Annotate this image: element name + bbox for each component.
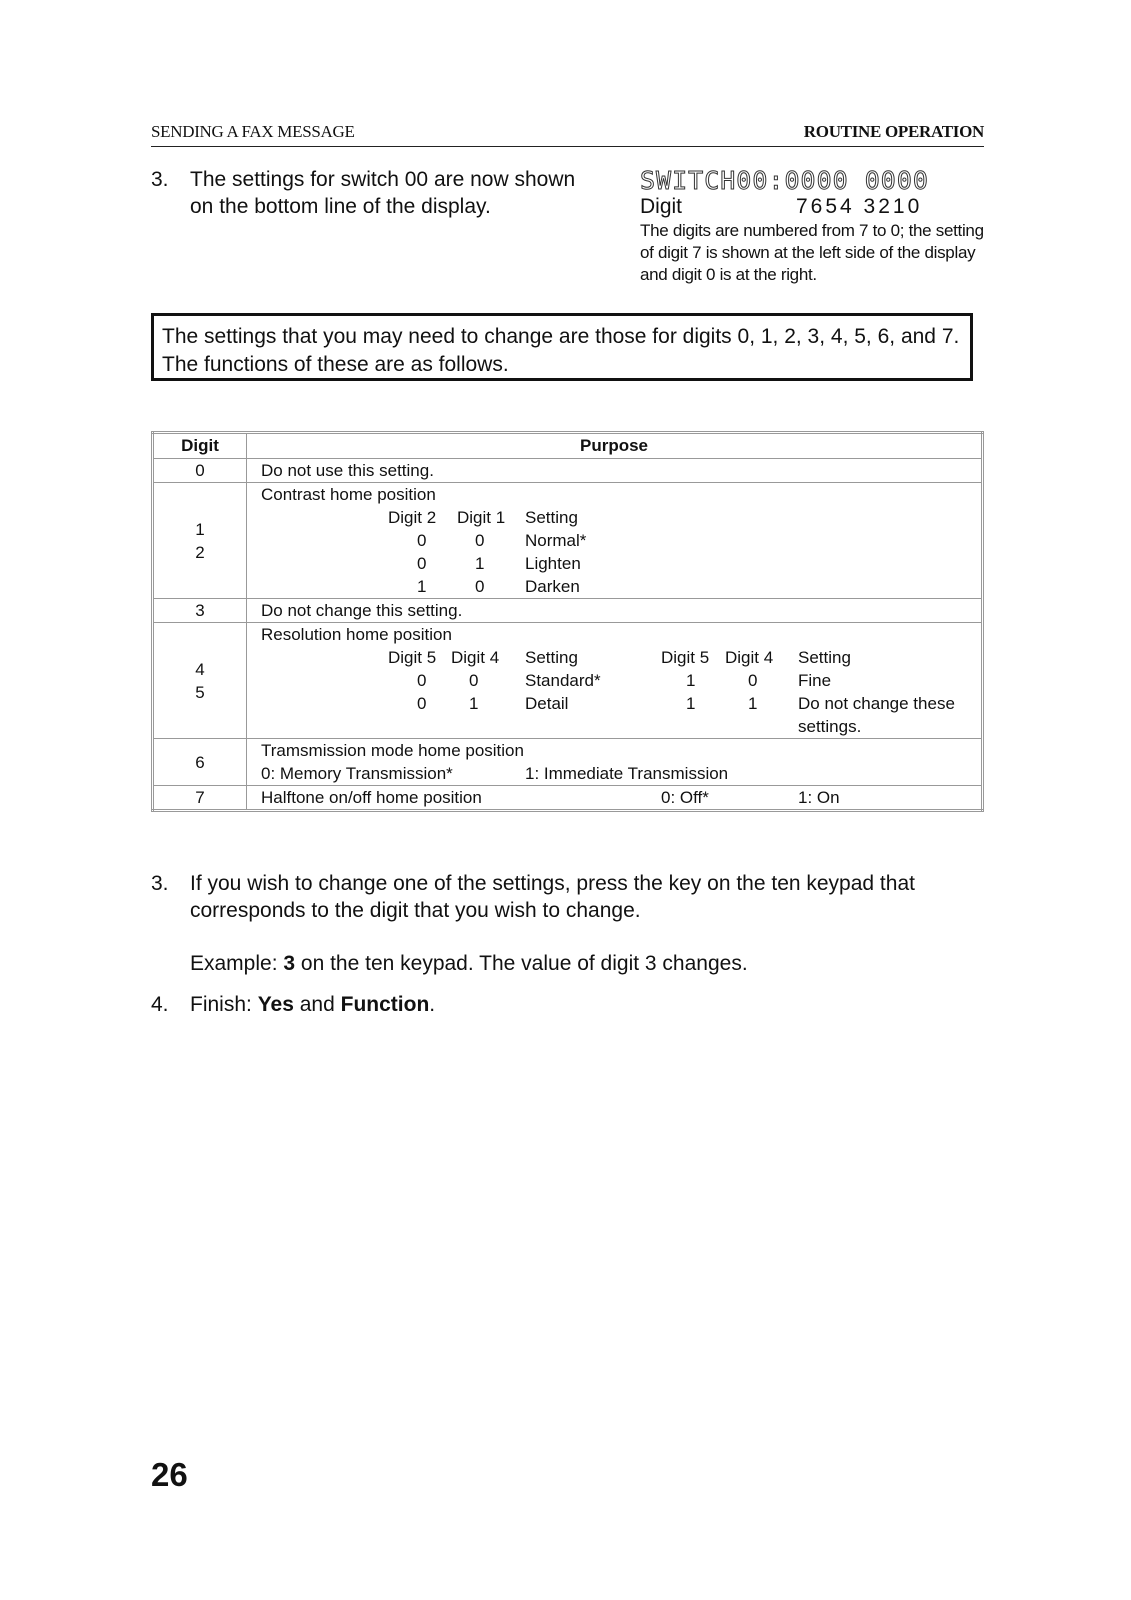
purpose-cell: Do not use this setting. — [247, 459, 983, 483]
example-line: Example: 3 on the ten keypad. The value of digit 3 changes. — [190, 952, 748, 975]
sub-value: Normal* — [525, 531, 587, 550]
step-number: 3. — [151, 872, 169, 895]
sub-header: Setting — [525, 648, 578, 667]
sub-value: 0: Off* — [661, 788, 709, 807]
digit-value: 4 — [195, 659, 205, 679]
digit-index-line — [640, 196, 990, 218]
sub-value: 0: Memory Transmission* — [261, 764, 453, 783]
step-text-line: The settings for switch 00 are now shown — [190, 168, 576, 191]
step-change-setting — [151, 870, 991, 1010]
purpose-cell: Do not change this setting. — [247, 599, 983, 623]
sub-header: Setting — [798, 648, 851, 667]
digit-numbers: 7654 3210 — [796, 195, 923, 218]
purpose-text: Halftone on/off home position — [261, 788, 482, 807]
table-row — [153, 599, 983, 623]
chapter-title: ROUTINE OPERATION — [803, 122, 984, 141]
purpose-column-header: Purpose — [247, 433, 983, 459]
sub-value: Lighten — [525, 554, 581, 573]
step-finish — [151, 991, 751, 1021]
callout-box: The settings that you may need to change are those for digits 0, 1, 2, 3, 4, 5, 6, and 7. The functions of these are as follows. — [151, 313, 973, 381]
display-panel — [640, 166, 990, 286]
sub-value: 0 — [417, 554, 427, 573]
step-switch-display — [151, 166, 621, 222]
key-label: Function — [340, 993, 430, 1016]
digit-cell: 7 — [153, 786, 247, 811]
step-number: 3. — [151, 168, 169, 191]
digit-cell — [153, 623, 247, 739]
table-row — [153, 739, 983, 786]
step-number: 4. — [151, 993, 169, 1016]
sub-value: 1: Immediate Transmission — [525, 764, 729, 783]
sub-value: 1 — [469, 694, 479, 713]
sub-value: 0 — [475, 531, 485, 550]
digit-value: 1 — [195, 519, 205, 539]
digit-cell: 6 — [153, 739, 247, 786]
key-label: 3 — [283, 952, 296, 975]
finish-line: Finish: Yes and Function. — [190, 993, 436, 1016]
digit-purpose-table — [151, 431, 984, 812]
purpose-cell — [247, 483, 983, 599]
purpose-cell — [247, 739, 983, 786]
table-header-row — [153, 433, 983, 459]
sub-header: Digit 5 — [661, 648, 710, 667]
running-header — [151, 120, 984, 147]
digit-cell — [153, 483, 247, 599]
purpose-title: Contrast home position — [261, 485, 436, 504]
sub-value: 1: On — [798, 788, 840, 807]
sub-header: Digit 1 — [457, 508, 506, 527]
purpose-title: Tramsmission mode home position — [261, 741, 524, 760]
digit-cell: 0 — [153, 459, 247, 483]
page-number: 26 — [151, 1456, 188, 1493]
sub-header: Digit 2 — [388, 508, 437, 527]
purpose-cell — [247, 623, 983, 739]
sub-value: 1 — [748, 694, 758, 713]
section-title: SENDING A FAX MESSAGE — [151, 122, 355, 141]
step-text-line: corresponds to the digit that you wish to change. — [190, 899, 641, 922]
digit-value: 2 — [195, 542, 205, 562]
sub-header: Setting — [525, 508, 578, 527]
purpose-title: Resolution home position — [261, 625, 452, 644]
digit-value: 5 — [195, 682, 205, 702]
table-row — [153, 483, 983, 599]
sub-value: Darken — [525, 577, 580, 596]
step-text-line: If you wish to change one of the settings, press the key on the ten keypad that — [190, 872, 915, 895]
sub-value: Standard* — [525, 671, 601, 690]
sub-value: 0 — [417, 671, 427, 690]
sub-value: 0 — [417, 694, 427, 713]
sub-header: Digit 4 — [451, 648, 500, 667]
sub-value: 1 — [475, 554, 485, 573]
sub-value: 1 — [686, 671, 696, 690]
sub-value: 0 — [417, 531, 427, 550]
digit-cell: 3 — [153, 599, 247, 623]
sub-header: Digit 4 — [725, 648, 774, 667]
sub-value: 1 — [417, 577, 427, 596]
step-text-line: on the bottom line of the display. — [190, 195, 491, 218]
sub-value: 0 — [748, 671, 758, 690]
table-row — [153, 786, 983, 811]
display-note: The digits are numbered from 7 to 0; the setting of digit 7 is shown at the left side of the display and digit 0 is at the right. — [640, 221, 984, 284]
sub-value: 0 — [469, 671, 479, 690]
sub-value: 1 — [686, 694, 696, 713]
sub-value: Do not change these — [798, 694, 955, 713]
sub-value: Detail — [525, 694, 569, 713]
sub-value: settings. — [798, 717, 862, 736]
sub-header: Digit 5 — [388, 648, 437, 667]
table-row — [153, 459, 983, 483]
sub-value: 0 — [475, 577, 485, 596]
key-label: Yes — [257, 993, 294, 1016]
digit-column-header: Digit — [153, 433, 247, 459]
lcd-readout: SWITCH00:0000 0000 — [640, 166, 929, 195]
sub-value: Fine — [798, 671, 832, 690]
digit-label: Digit — [640, 195, 683, 218]
table-row — [153, 623, 983, 739]
purpose-cell — [247, 786, 983, 811]
